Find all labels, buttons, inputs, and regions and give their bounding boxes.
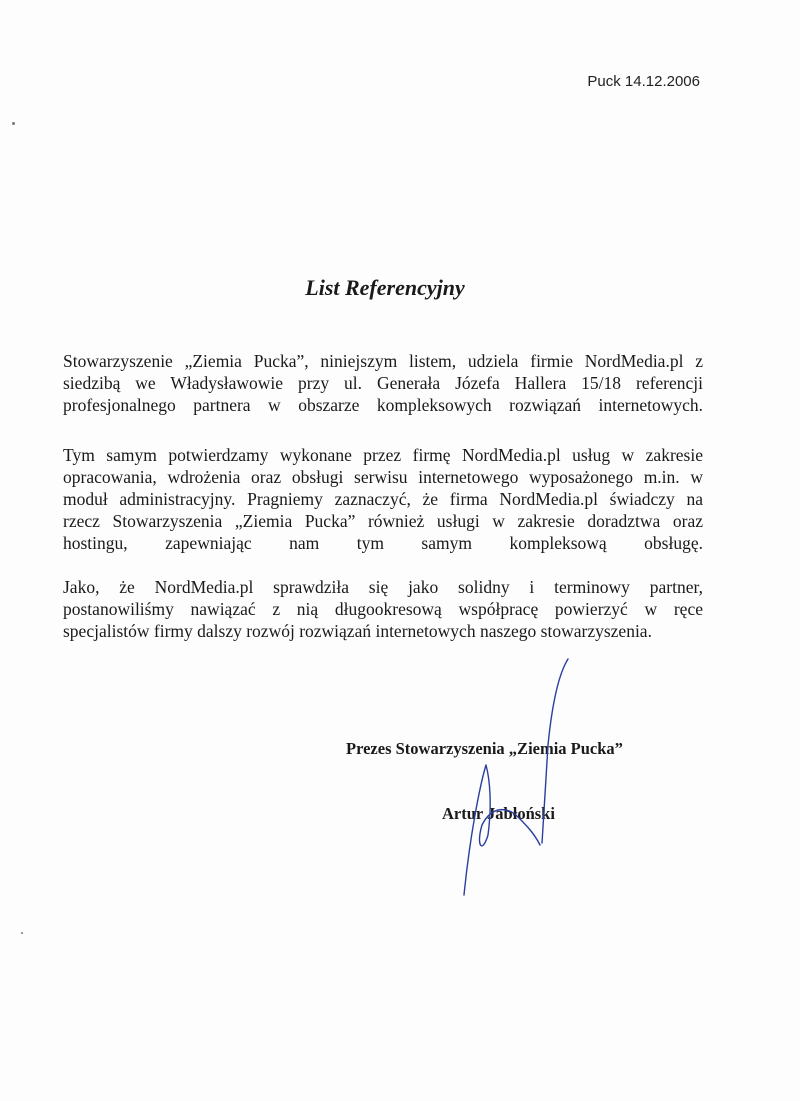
paragraph-line: opracowania, wdrożenia oraz obsługi serwisu internetowego wyposażonego m.in. w — [63, 467, 703, 487]
paragraph-line: postanowiliśmy nawiązać z nią długookresową współpracę powierzyć w ręce — [63, 599, 703, 619]
paragraph-line: rzecz Stowarzyszenia „Ziemia Pucka” również usługi w zakresie doradztwa oraz — [63, 511, 703, 531]
paragraph-line: siedzibą we Władysławowie przy ul. Generała Józefa Hallera 15/18 referencji — [63, 373, 703, 393]
paragraph-line: moduł administracyjny. Pragniemy zaznaczyć, że firma NordMedia.pl świadczy na — [63, 489, 703, 509]
paragraph-line: Stowarzyszenie „Ziemia Pucka”, niniejszym listem, udziela firmie NordMedia.pl z — [63, 351, 703, 371]
scan-speck — [12, 122, 15, 125]
paragraph-line: Tym samym potwierdzamy wykonane przez firmę NordMedia.pl usług w zakresie — [63, 445, 703, 465]
paragraph-1 — [63, 350, 703, 416]
signatory-role: Prezes Stowarzyszenia „Ziemia Pucka” — [346, 739, 623, 758]
letter-date: Puck 14.12.2006 — [587, 73, 700, 90]
handwritten-signature — [430, 655, 590, 905]
scan-speck — [21, 932, 23, 934]
letter-title: List Referencyjny — [305, 275, 465, 300]
paragraph-2 — [63, 444, 703, 554]
paragraph-line: profesjonalnego partnera w obszarze kompleksowych rozwiązań internetowych. — [63, 395, 703, 415]
paragraph-line: Jako, że NordMedia.pl sprawdziła się jako solidny i terminowy partner, — [63, 577, 703, 597]
paragraph-3 — [63, 576, 703, 642]
paragraph-line: hostingu, zapewniając nam tym samym kompleksową obsługę. — [63, 533, 703, 553]
signatory-name: Artur Jabłoński — [442, 804, 555, 823]
paragraph-line: specjalistów firmy dalszy rozwój rozwiązań internetowych naszego stowarzyszenia. — [63, 621, 652, 641]
